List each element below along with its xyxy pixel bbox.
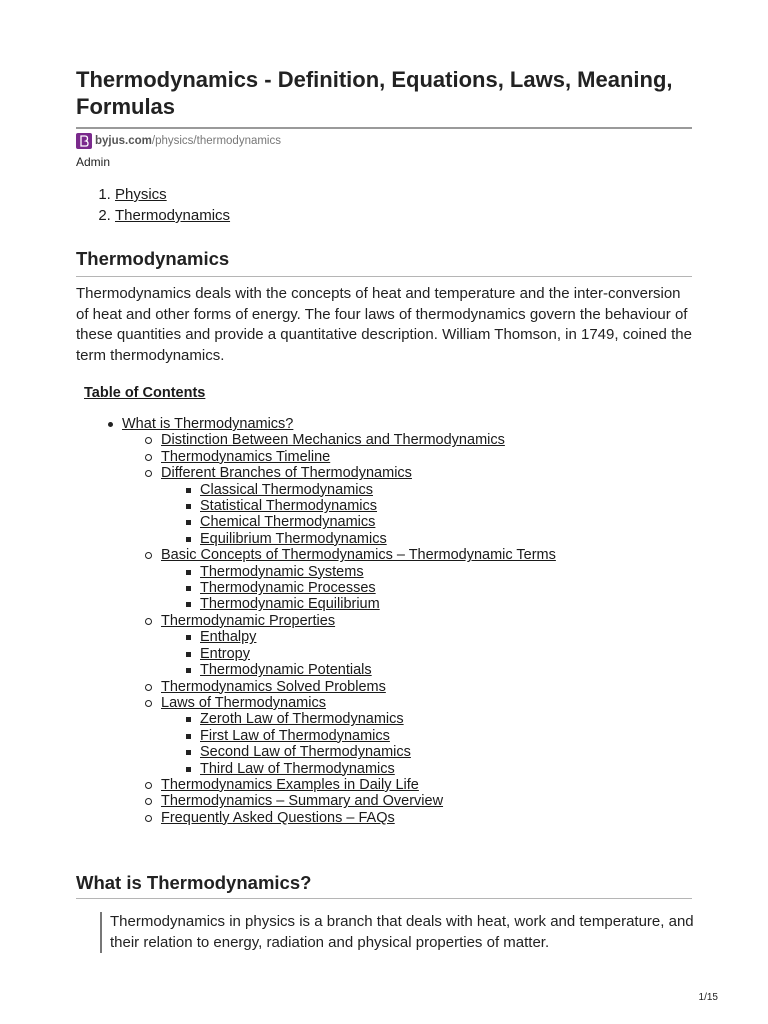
bullet-square-icon <box>186 668 191 673</box>
bullet-square-icon <box>186 570 191 575</box>
toc-item <box>76 564 556 580</box>
toc-link[interactable]: Thermodynamic Equilibrium <box>200 596 380 613</box>
toc-link[interactable]: Basic Concepts of Thermodynamics – Thermodynamic Terms <box>161 547 556 564</box>
page-title: Thermodynamics - Definition, Equations, Laws, Meaning, Formulas <box>76 67 673 119</box>
toc-link[interactable]: Third Law of Thermodynamics <box>200 760 395 777</box>
bullet-circle-icon <box>145 437 152 444</box>
byjus-logo-icon <box>76 133 92 149</box>
bullet-square-icon <box>186 520 191 525</box>
bullet-square-icon <box>186 750 191 755</box>
bullet-circle-icon <box>145 684 152 691</box>
bullet-square-icon <box>186 504 191 509</box>
section-divider <box>76 898 692 899</box>
source-line <box>76 132 281 149</box>
source-path: /physics/thermodynamics <box>151 134 281 147</box>
bullet-square-icon <box>186 586 191 591</box>
breadcrumb-link-thermodynamics[interactable]: Thermodynamics <box>115 207 231 224</box>
breadcrumb <box>76 184 230 226</box>
toc-item <box>76 679 556 695</box>
bullet-circle-icon <box>145 454 152 461</box>
toc-link[interactable]: Classical Thermodynamics <box>200 481 373 498</box>
toc-link[interactable]: Second Law of Thermodynamics <box>200 744 411 761</box>
definition-quote: Thermodynamics in physics is a branch that deals with heat, work and temperature, and their relation to energy, radiation and physical properties of matter. <box>100 912 702 953</box>
toc-item <box>76 498 556 514</box>
toc-link[interactable]: Thermodynamic Systems <box>200 563 364 580</box>
toc-item <box>76 613 556 629</box>
toc-item <box>76 531 556 547</box>
page-indicator: 1/15 <box>698 992 718 1003</box>
bullet-square-icon <box>186 717 191 722</box>
toc-link[interactable]: Thermodynamic Properties <box>161 612 336 629</box>
toc-link[interactable]: First Law of Thermodynamics <box>200 727 390 744</box>
toc-item <box>76 514 556 530</box>
bullet-circle-icon <box>145 552 152 559</box>
section-heading-what-is: What is Thermodynamics? <box>76 872 312 893</box>
toc-item <box>76 711 556 727</box>
toc-link[interactable]: Entropy <box>200 645 250 662</box>
toc-link[interactable]: Statistical Thermodynamics <box>200 498 378 515</box>
toc-item <box>76 465 556 481</box>
table-of-contents <box>76 416 556 826</box>
toc-link[interactable]: Thermodynamics – Summary and Overview <box>161 793 444 810</box>
toc-item <box>76 810 556 826</box>
toc-item <box>76 432 556 448</box>
bullet-disc-icon <box>108 422 113 427</box>
toc-item <box>76 629 556 645</box>
section-divider <box>76 276 692 277</box>
title-divider <box>76 127 692 129</box>
intro-paragraph: Thermodynamics deals with the concepts of heat and temperature and the inter-conversion of heat and other forms of energy. The four laws of thermodynamics govern the behaviour of these quantities and provide a quantitative description. William Thomson, in 1749, coined the term thermodynamics. <box>76 285 692 364</box>
section-heading-thermodynamics: Thermodynamics <box>76 248 230 269</box>
toc-item <box>76 449 556 465</box>
toc-item <box>76 744 556 760</box>
toc-item <box>76 416 556 432</box>
bullet-square-icon <box>186 767 191 772</box>
toc-link[interactable]: Equilibrium Thermodynamics <box>200 530 387 547</box>
toc-link[interactable]: Thermodynamics Timeline <box>161 448 331 465</box>
toc-item <box>76 580 556 596</box>
bullet-circle-icon <box>145 798 152 805</box>
toc-item <box>76 695 556 711</box>
toc-link[interactable]: Distinction Between Mechanics and Thermodynamics <box>161 432 505 449</box>
toc-link[interactable]: What is Thermodynamics? <box>122 416 294 432</box>
author-name: Admin <box>76 155 111 169</box>
breadcrumb-link-physics[interactable]: Physics <box>115 186 167 203</box>
source-domain-link[interactable]: byjus.com <box>95 134 152 147</box>
toc-item <box>76 482 556 498</box>
toc-item <box>76 596 556 612</box>
toc-link[interactable]: Frequently Asked Questions – FAQs <box>161 809 395 826</box>
toc-list <box>76 416 556 826</box>
bullet-circle-icon <box>145 782 152 789</box>
toc-item <box>76 728 556 744</box>
toc-item <box>76 547 556 563</box>
bullet-square-icon <box>186 635 191 640</box>
bullet-circle-icon <box>145 700 152 707</box>
bullet-square-icon <box>186 537 191 542</box>
toc-link[interactable]: Thermodynamic Processes <box>200 580 376 597</box>
toc-link[interactable]: Thermodynamic Potentials <box>200 662 372 679</box>
toc-item <box>76 662 556 678</box>
toc-link[interactable]: Enthalpy <box>200 629 257 646</box>
toc-heading[interactable]: Table of Contents <box>84 385 206 401</box>
bullet-circle-icon <box>145 618 152 625</box>
toc-link[interactable]: Different Branches of Thermodynamics <box>161 465 412 482</box>
toc-link[interactable]: Thermodynamics Solved Problems <box>161 678 386 695</box>
toc-item <box>76 761 556 777</box>
bullet-square-icon <box>186 734 191 739</box>
bullet-circle-icon <box>145 815 152 822</box>
bullet-square-icon <box>186 488 191 493</box>
toc-link[interactable]: Chemical Thermodynamics <box>200 514 376 531</box>
toc-item <box>76 777 556 793</box>
toc-item <box>76 793 556 809</box>
toc-link[interactable]: Laws of Thermodynamics <box>161 694 326 711</box>
bullet-circle-icon <box>145 470 152 477</box>
toc-link[interactable]: Zeroth Law of Thermodynamics <box>200 711 404 728</box>
bullet-square-icon <box>186 602 191 607</box>
breadcrumb-item <box>115 205 230 226</box>
toc-link[interactable]: Thermodynamics Examples in Daily Life <box>161 776 419 793</box>
breadcrumb-item <box>115 184 230 205</box>
bullet-square-icon <box>186 652 191 657</box>
toc-item <box>76 646 556 662</box>
